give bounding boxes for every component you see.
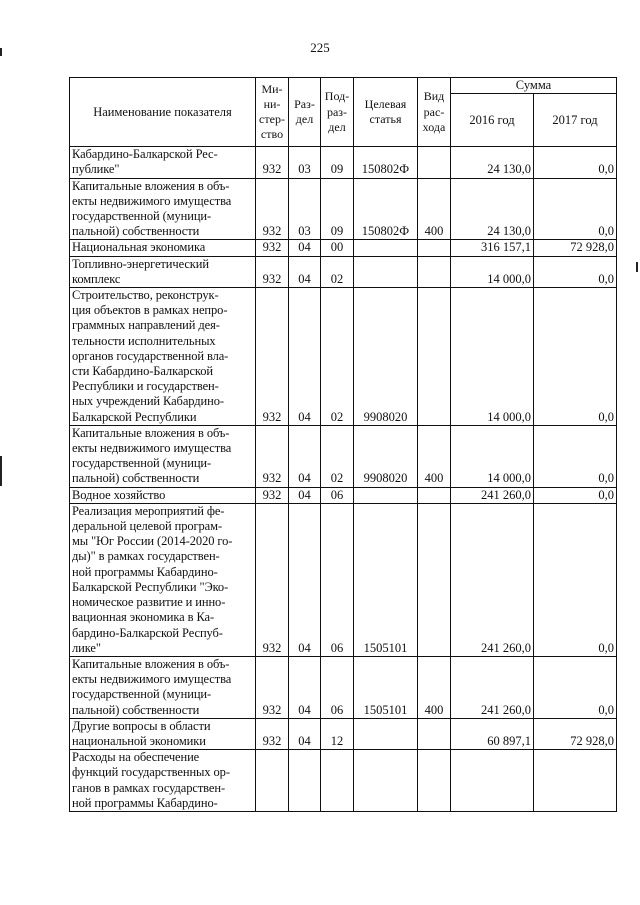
row-target-article: 9908020: [354, 288, 418, 426]
row-sum-2016: 14 000,0: [451, 288, 534, 426]
row-ministry: 932: [256, 288, 289, 426]
row-subsection: 02: [321, 425, 354, 487]
row-name: Другие вопросы в области национальной экономики: [70, 718, 256, 749]
row-name: Водное хозяйство: [70, 487, 256, 503]
row-section: 04: [289, 718, 321, 749]
row-expense-type: [418, 718, 451, 749]
row-sum-2016: 14 000,0: [451, 256, 534, 287]
row-expense-type: 400: [418, 178, 451, 240]
row-target-article: [354, 256, 418, 287]
row-ministry: 932: [256, 487, 289, 503]
row-sum-2016: [451, 750, 534, 812]
row-expense-type: [418, 503, 451, 656]
row-subsection: 06: [321, 656, 354, 718]
row-target-article: [354, 240, 418, 256]
row-sum-2017: 72 928,0: [534, 240, 617, 256]
row-sum-2017: 0,0: [534, 256, 617, 287]
row-ministry: 932: [256, 503, 289, 656]
row-name: Капитальные вложения в объ- екты недвижимого имущества государственной (муници- пальной) собственности: [70, 178, 256, 240]
row-sum-2016: 24 130,0: [451, 147, 534, 178]
header-ministry: Ми- ни- стер- ство: [256, 78, 289, 147]
table-row: [70, 147, 617, 178]
row-sum-2017: 0,0: [534, 178, 617, 240]
table-row: [70, 718, 617, 749]
row-ministry: 932: [256, 425, 289, 487]
header-year-2017: 2017 год: [534, 94, 617, 147]
page-number: 225: [310, 40, 330, 55]
row-target-article: 1505101: [354, 503, 418, 656]
row-sum-2016: 241 260,0: [451, 656, 534, 718]
row-section: 04: [289, 503, 321, 656]
row-name: Капитальные вложения в объ- екты недвижимого имущества государственной (муници- пальной) собственности: [70, 656, 256, 718]
row-expense-type: [418, 147, 451, 178]
row-name: Капитальные вложения в объ- екты недвижимого имущества государственной (муници- пальной) собственности: [70, 425, 256, 487]
row-ministry: 932: [256, 240, 289, 256]
row-subsection: 02: [321, 256, 354, 287]
row-target-article: [354, 750, 418, 812]
row-expense-type: [418, 240, 451, 256]
row-ministry: 932: [256, 178, 289, 240]
row-sum-2016: 241 260,0: [451, 503, 534, 656]
table-row: [70, 178, 617, 240]
table-row: [70, 503, 617, 656]
row-subsection: 09: [321, 178, 354, 240]
row-subsection: 09: [321, 147, 354, 178]
row-target-article: [354, 487, 418, 503]
row-name: Расходы на обеспечение функций государственных ор- ганов в рамках государствен- ной программы Кабардино-: [70, 750, 256, 812]
row-target-article: 1505101: [354, 656, 418, 718]
row-ministry: 932: [256, 256, 289, 287]
row-expense-type: 400: [418, 425, 451, 487]
row-name: Строительство, реконструк- ция объектов в рамках непро- граммных направлений дея- тельности исполнительных органов государственной вла- сти Кабардино-Балкарской Республики и государствен- ных учреждений Кабардино- Балкарской Республики: [70, 288, 256, 426]
row-subsection: 06: [321, 487, 354, 503]
table-row: [70, 750, 617, 812]
budget-table: [69, 77, 617, 812]
row-section: 04: [289, 256, 321, 287]
margin-mark: [0, 48, 2, 56]
margin-mark: [636, 262, 638, 272]
table-row: [70, 425, 617, 487]
row-section: [289, 750, 321, 812]
row-name: Реализация мероприятий фе- деральной целевой програм- мы "Юг России (2014-2020 го- ды)" в рамках государствен- ной программы Кабардино- Балкарской Республики "Эко- номическое развитие и инно- вационная экономика в Ка- бардино-Балкарской Респуб- лике": [70, 503, 256, 656]
table-row: [70, 288, 617, 426]
row-section: 04: [289, 240, 321, 256]
row-section: 04: [289, 288, 321, 426]
row-target-article: 9908020: [354, 425, 418, 487]
table-row: [70, 487, 617, 503]
table-row: [70, 256, 617, 287]
row-section: 03: [289, 178, 321, 240]
margin-mark: [0, 456, 2, 486]
row-ministry: [256, 750, 289, 812]
row-sum-2017: 72 928,0: [534, 718, 617, 749]
row-sum-2017: 0,0: [534, 147, 617, 178]
row-subsection: 12: [321, 718, 354, 749]
row-expense-type: [418, 288, 451, 426]
row-target-article: 150802Ф: [354, 178, 418, 240]
row-subsection: 06: [321, 503, 354, 656]
table-row: [70, 656, 617, 718]
row-sum-2016: 24 130,0: [451, 178, 534, 240]
row-sum-2017: [534, 750, 617, 812]
row-expense-type: 400: [418, 656, 451, 718]
row-subsection: 00: [321, 240, 354, 256]
row-name: Кабардино-Балкарской Рес- публике": [70, 147, 256, 178]
row-ministry: 932: [256, 718, 289, 749]
row-ministry: 932: [256, 147, 289, 178]
row-sum-2016: 316 157,1: [451, 240, 534, 256]
row-expense-type: [418, 750, 451, 812]
row-subsection: [321, 750, 354, 812]
row-expense-type: [418, 256, 451, 287]
row-sum-2017: 0,0: [534, 487, 617, 503]
row-name: Топливно-энергетический комплекс: [70, 256, 256, 287]
row-sum-2017: 0,0: [534, 656, 617, 718]
header-subsection: Под- раз- дел: [321, 78, 354, 147]
row-target-article: 150802Ф: [354, 147, 418, 178]
row-section: 04: [289, 425, 321, 487]
row-section: 04: [289, 487, 321, 503]
row-subsection: 02: [321, 288, 354, 426]
row-sum-2017: 0,0: [534, 288, 617, 426]
row-sum-2017: 0,0: [534, 503, 617, 656]
row-section: 04: [289, 656, 321, 718]
header-name: Наименование показателя: [70, 78, 256, 147]
header-year-2016: 2016 год: [451, 94, 534, 147]
row-sum-2016: 241 260,0: [451, 487, 534, 503]
table-row: [70, 240, 617, 256]
row-ministry: 932: [256, 656, 289, 718]
row-sum-2016: 60 897,1: [451, 718, 534, 749]
row-sum-2017: 0,0: [534, 425, 617, 487]
header-section: Раз- дел: [289, 78, 321, 147]
row-expense-type: [418, 487, 451, 503]
row-sum-2016: 14 000,0: [451, 425, 534, 487]
row-name: Национальная экономика: [70, 240, 256, 256]
header-expense-type: Вид рас- хода: [418, 78, 451, 147]
row-target-article: [354, 718, 418, 749]
row-section: 03: [289, 147, 321, 178]
header-target-article: Целевая статья: [354, 78, 418, 147]
header-sum: Сумма: [451, 78, 617, 94]
